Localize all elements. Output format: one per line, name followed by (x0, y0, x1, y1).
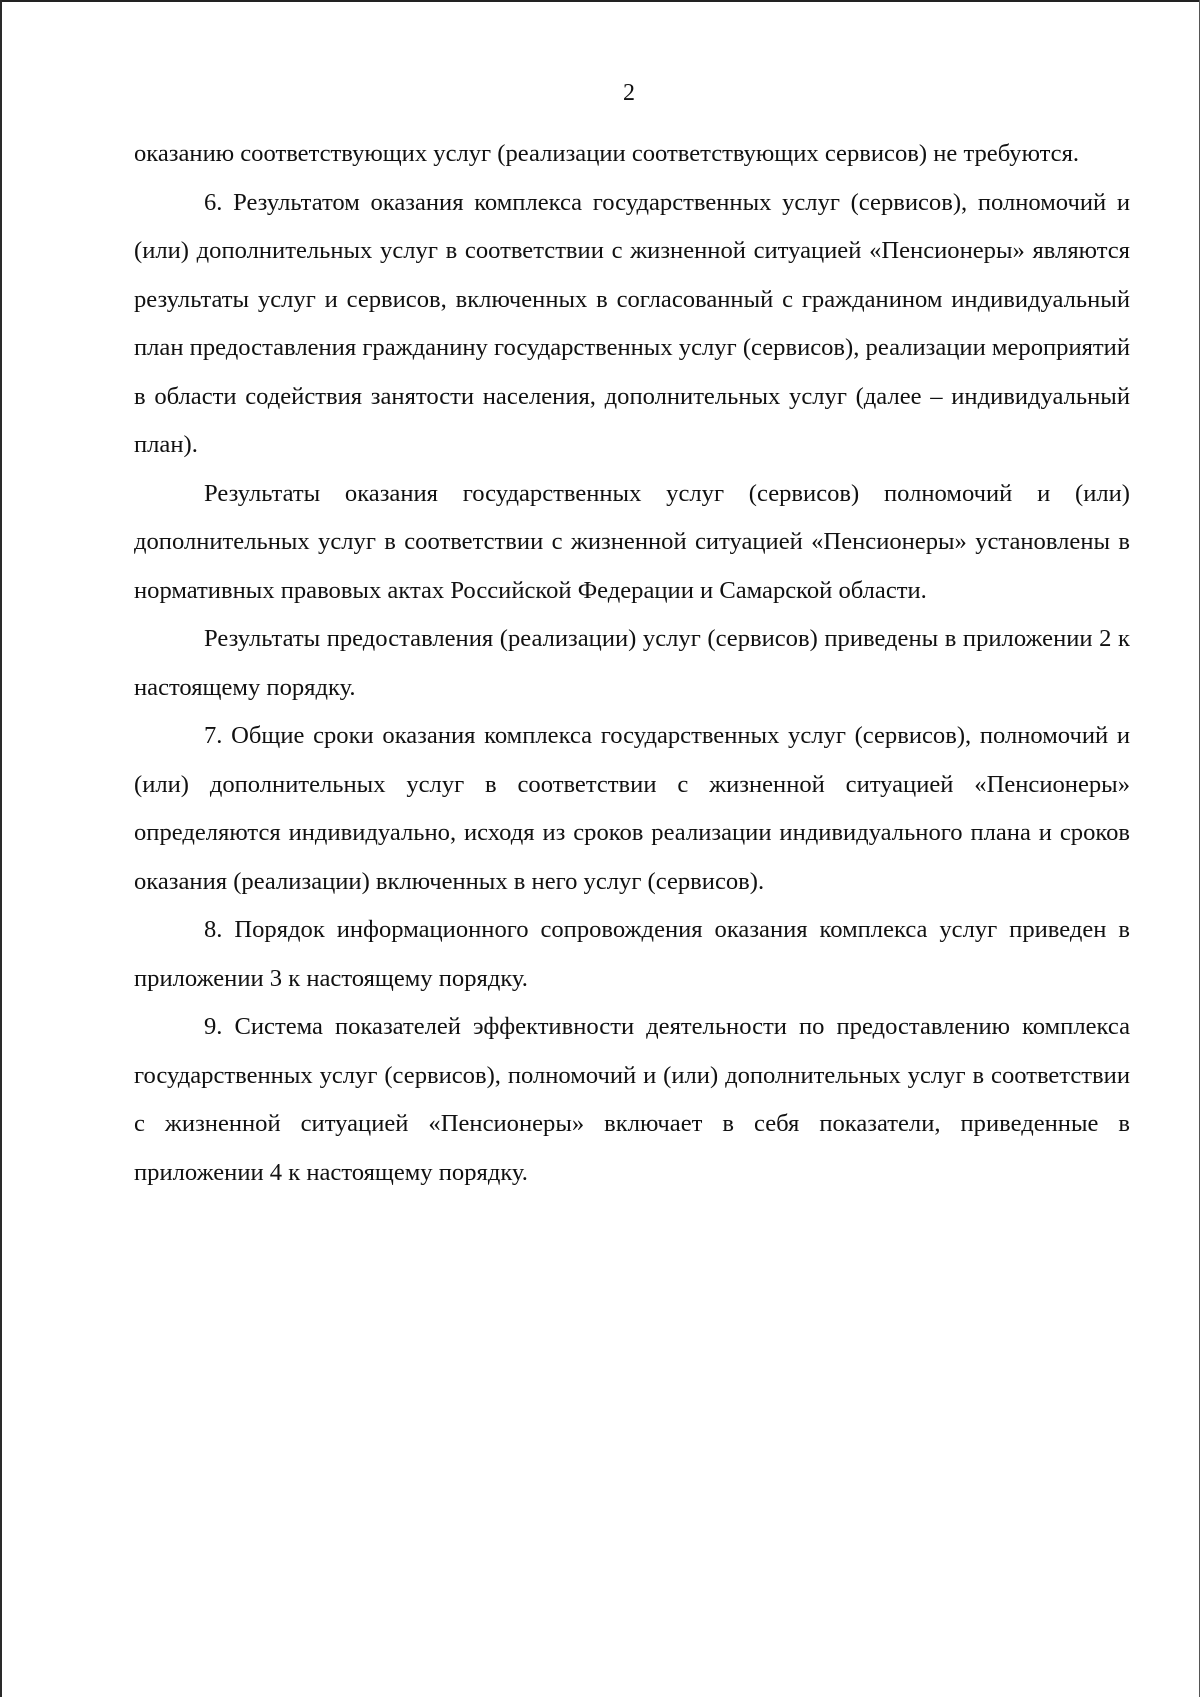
paragraph-results-legal-acts: Результаты оказания государственных услуг (сервисов) полномочий и (или) дополнительных услуг в соответствии с жизненной ситуацией «Пенсионеры» установлены в нормативных правовых актах Российской Федерации и Самарской области. (134, 479, 1130, 604)
scan-edge-left (0, 0, 2, 1697)
scan-edge-top (0, 0, 1200, 2)
paragraph-item-7: 7. Общие сроки оказания комплекса государственных услуг (сервисов), полномочий и (или) дополнительных услуг в соответствии с жизненной ситуацией «Пенсионеры» определяются индивидуально, исходя из сроков реализации индивидуального плана и сроков оказания (реализации) включенных в него услуг (сервисов). (134, 722, 1130, 895)
page-number: 2 (623, 80, 635, 106)
paragraph-item-9: 9. Система показателей эффективности деятельности по предоставлению комплекса государственных услуг (сервисов), полномочий и (или) дополнительных услуг в соответствии с жизненной ситуацией «Пенсионеры» включает в себя показатели, приведенные в приложении 4 к настоящему порядку. (134, 1013, 1130, 1186)
paragraph-continuation: оказанию соответствующих услуг (реализации соответствующих сервисов) не требуются. (134, 140, 1080, 167)
document-body (134, 130, 1130, 1197)
paragraph-item-6: 6. Результатом оказания комплекса государственных услуг (сервисов), полномочий и (или) дополнительных услуг в соответствии с жизненной ситуацией «Пенсионеры» являются результаты услуг и сервисов, включенных в согласованный с гражданином индивидуальный план предоставления гражданину государственных услуг (сервисов), реализации мероприятий в области содействия занятости населения, дополнительных услуг (далее – индивидуальный план). (134, 188, 1130, 458)
paragraph-item-8: 8. Порядок информационного сопровождения оказания комплекса услуг приведен в приложении 3 к настоящему порядку. (134, 916, 1130, 992)
paragraph-results-appendix-2: Результаты предоставления (реализации) услуг (сервисов) приведены в приложении 2 к настоящему порядку. (134, 625, 1130, 701)
